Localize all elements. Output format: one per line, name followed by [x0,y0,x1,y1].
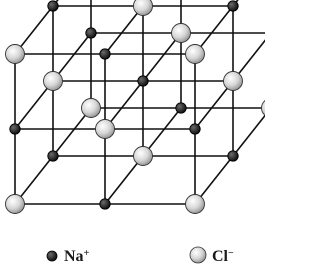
sodium-ion [10,124,20,134]
chloride-ion [6,45,25,64]
chloride-legend-icon [190,247,206,263]
chloride-ion [224,72,243,91]
lattice-ions [6,0,266,214]
sodium-ion [176,103,186,113]
chloride-legend-label: Cl− [212,247,234,265]
sodium-legend-icon [47,251,57,261]
chloride-ion [134,0,153,16]
chloride-ion [172,24,191,43]
sodium-ion [228,151,238,161]
chloride-ion [6,195,25,214]
sodium-ion [86,28,96,38]
legend [47,247,234,265]
chloride-ion [186,195,205,214]
sodium-ion [100,49,110,59]
chloride-ion [186,45,205,64]
sodium-ion [48,151,58,161]
chloride-ion [44,72,63,91]
sodium-ion [190,124,200,134]
chloride-ion [262,99,266,118]
sodium-ion [48,1,58,11]
chloride-ion [96,120,115,139]
sodium-legend-label: Na+ [64,247,90,265]
sodium-ion [228,1,238,11]
chloride-ion [134,147,153,166]
chloride-ion [82,99,101,118]
sodium-ion [100,199,110,209]
lattice-bonds [15,0,265,204]
sodium-ion [138,76,148,86]
